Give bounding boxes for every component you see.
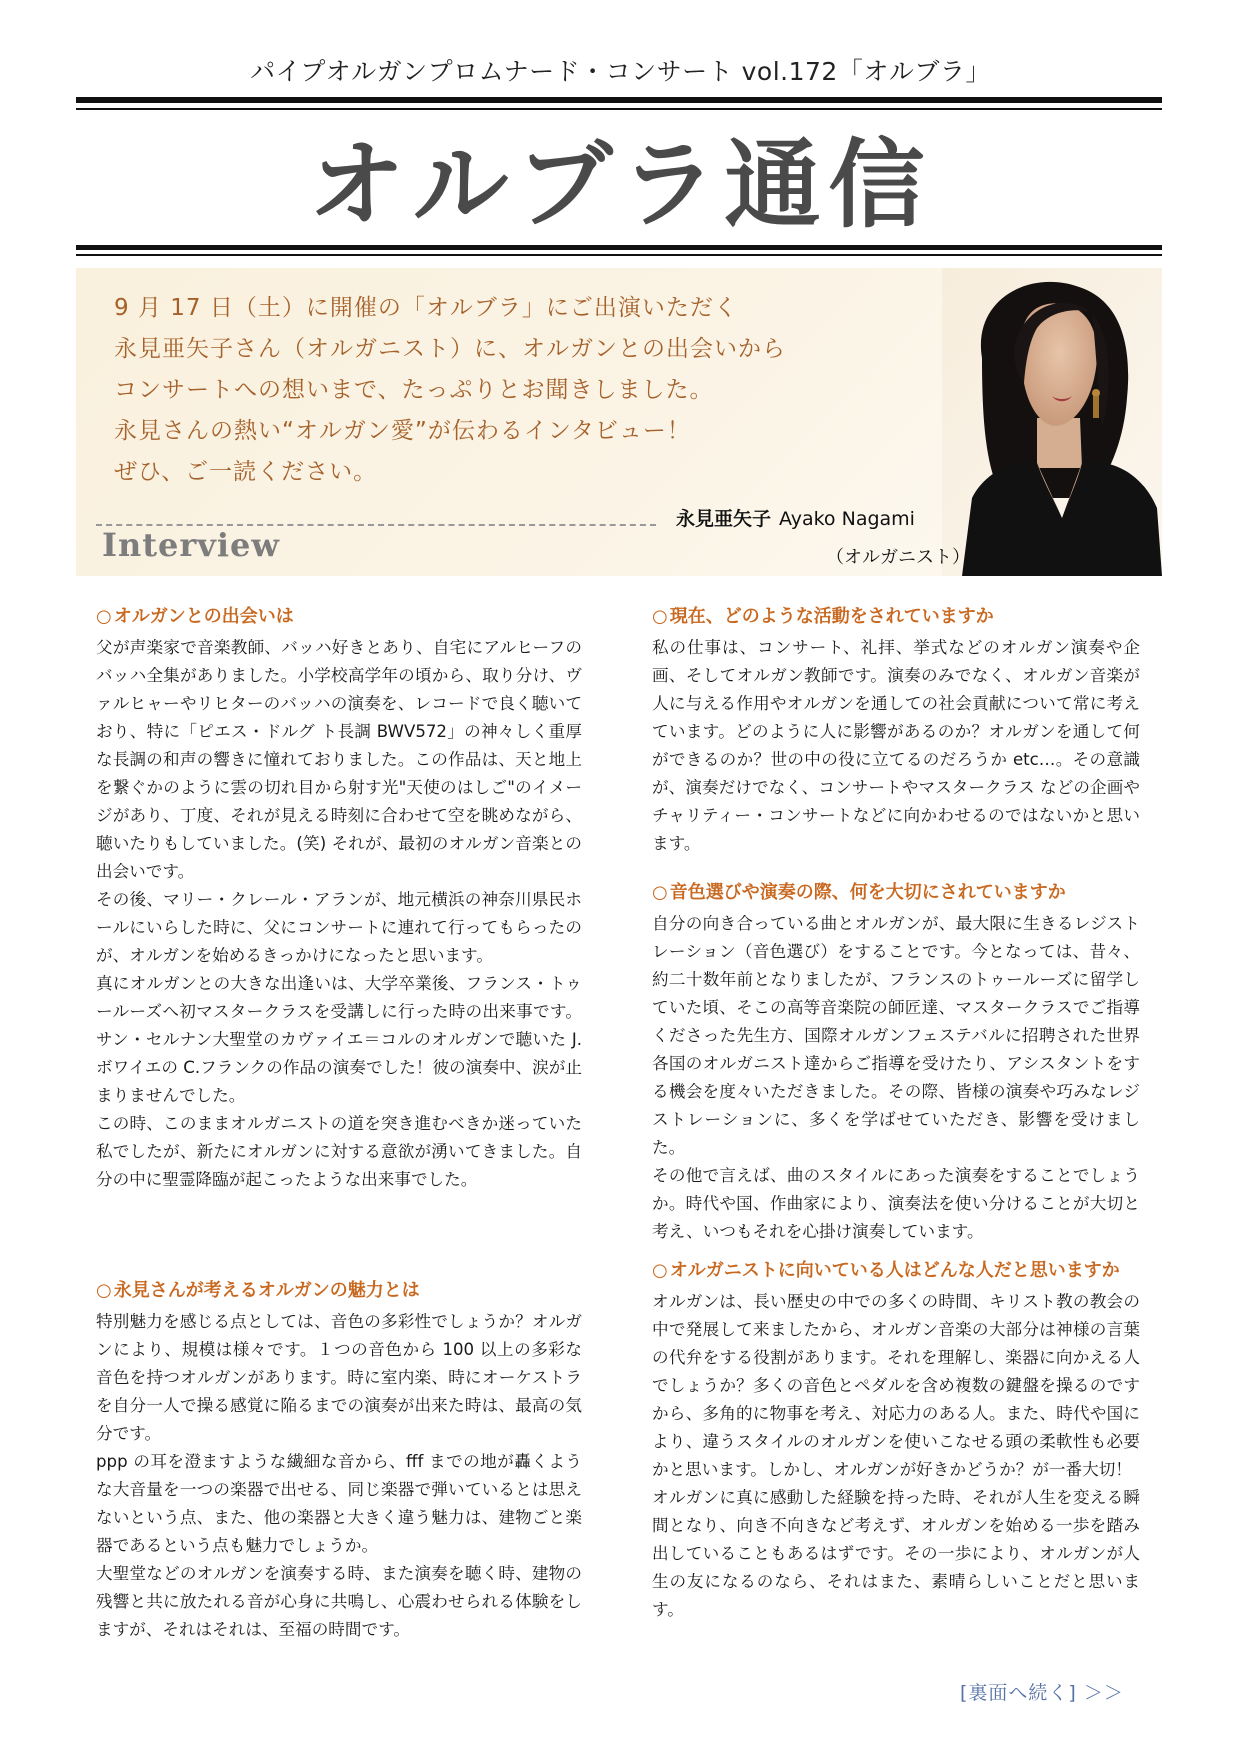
left-column-lower: [96, 1278, 582, 1644]
question-heading: ○ オルガンとの出会いは: [96, 606, 294, 627]
answer-paragraph: その他で言えば、曲のスタイルにあった演奏をすることでしょうか。時代や国、作曲家により、演奏法を使い分けることが大切と考え、いつもそれを心掛け演奏しています。: [652, 1166, 1140, 1241]
answer-paragraph: 大聖堂などのオルガンを演奏する時、また演奏を聴く時、建物の残響と共に放たれる音が心身に共鳴し、心震わせられる体験をしますが、それはそれは、至福の時間です。: [96, 1564, 582, 1639]
interviewee-caption: [676, 504, 976, 569]
lead-line: 永見さんの熱い“オルガン愛”が伝わるインタビュー！: [114, 418, 691, 444]
answer-paragraph: その後、マリー・クレール・アランが、地元横浜の神奈川県民ホールにいらした時に、父にコンサートに連れて行ってもらったのが、オルガンを始めるきっかけになったと思います。: [96, 890, 582, 965]
series-title: パイプオルガンプロムナード・コンサート vol.172「オルブラ」: [250, 57, 991, 86]
answer-paragraph: オルガンに真に感動した経験を持った時、それが人生を変える瞬間となり、向き不向きなど考えず、オルガンを始める一歩を踏み出していることもあるはずです。その一歩により、オルガンが人生の友になるのなら、それはまた、素晴らしいことだと思います。: [652, 1488, 1140, 1619]
question-heading: ○ オルガニストに向いている人はどんな人だと思いますか: [652, 1260, 1120, 1281]
answer-paragraph: 特別魅力を感じる点としては、音色の多彩性でしょうか？オルガンにより、規模は様々です。１つの音色から 100 以上の多彩な音色を持つオルガンがあります。時に室内楽、時にオーケストラを自分一人で操る感覚に陥るまでの演奏が出来た時は、最高の気分です。: [96, 1312, 582, 1443]
mid-rule-thick: [76, 245, 1162, 250]
answer-paragraph: 父が声楽家で音楽教師、バッハ好きとあり、自宅にアルヒーフのバッハ全集がありました。小学校高学年の頃から、取り分け、ヴァルヒャーやリヒターのバッハの演奏を、レコードで良く聴いており、特に「ピエス・ドルグ ト長調 BWV572」の神々しく重厚な長調の和声の響きに憧れておりました。この作品は、天と地上を繋ぐかのように雲の切れ目から射す光"天使のはしご"のイメージがあり、丁度、それが見える時刻に合わせて空を眺めながら、聴いたりもしていました。(笑) それが、最初のオルガン音楽との出会いです。: [96, 638, 582, 881]
answer-paragraph: ppp の耳を澄ますような繊細な音から、fff までの地が轟くような大音量を一つの楽器で出せる、同じ楽器で弾いているとは思えないという点、また、他の楽器と大きく違う魅力は、建物ごと楽器であるという点も魅力でしょうか。: [96, 1452, 582, 1555]
continue-link[interactable]: [裏面へ続く] ＞＞: [960, 1682, 1124, 1704]
top-rule-thick: [76, 97, 1162, 103]
answer-paragraph: オルガンは、長い歴史の中での多くの時間、キリスト教の教会の中で発展して来ましたから、オルガン音楽の大部分は神様の言葉の代弁をする役割があります。それを理解し、楽器に向かえる人でしょうか？多くの音色とペダルを含め複数の鍵盤を操るのですから、多角的に物事を考え、対応力のある人。また、時代や国により、違うスタイルのオルガンを使いこなせる頭の柔軟性も必要かと思います。しかし、オルガンが好きかどうか？が一番大切！: [652, 1292, 1140, 1479]
left-column: [96, 604, 582, 1194]
lead-line: コンサートへの想いまで、たっぷりとお聞きしました。: [114, 377, 714, 403]
interviewee-name-en: Ayako Nagami: [779, 508, 915, 530]
top-rule-thin: [76, 108, 1162, 110]
interviewee-name: 永見亜矢子: [676, 508, 772, 530]
answer-paragraph: 自分の向き合っている曲とオルガンが、最大限に生きるレジストレーション（音色選び）をすることです。今となっては、昔々、約二十数年前となりましたが、フランスのトゥールーズに留学していた頃、そこの高等音楽院の師匠達、マスタークラスでご指導くださった先生方、国際オルガンフェステバルに招聘された世界各国のオルガニスト達からご指導を受けたり、アシスタントをする機会を度々いただきました。その際、皆様の演奏や巧みなレジストレーションに、多くを学ばせていただき、影響を受けました。: [652, 914, 1140, 1157]
masthead-title: オルブラ通信: [308, 129, 933, 241]
question-heading: ○ 音色選びや演奏の際、何を大切にされていますか: [652, 882, 1066, 903]
right-column-mid: [652, 880, 1140, 1246]
hero-banner: [76, 268, 1162, 576]
interview-label: Interview: [102, 526, 280, 564]
answer-paragraph: この時、このままオルガニストの道を突き進むべきか迷っていた私でしたが、新たにオルガンに対する意欲が湧いてきました。自分の中に聖霊降臨が起こったような出来事でした。: [96, 1114, 582, 1189]
question-heading: ○ 永見さんが考えるオルガンの魅力とは: [96, 1280, 420, 1301]
lead-line: 永見亜矢子さん（オルガニスト）に、オルガンとの出会いから: [114, 336, 786, 362]
right-column-lower: [652, 1258, 1140, 1624]
mid-rule-thin: [76, 254, 1162, 256]
lead-line: 9 月 17 日（土）に開催の「オルブラ」にご出演いただく: [114, 295, 738, 321]
question-heading: ○ 現在、どのような活動をされていますか: [652, 606, 994, 627]
right-column: [652, 604, 1140, 858]
answer-paragraph: 私の仕事は、コンサート、礼拝、挙式などのオルガン演奏や企画、そしてオルガン教師です。演奏のみでなく、オルガン音楽が人に与える作用やオルガンを通しての社会貢献について常に考えています。どのように人に影響があるのか？オルガンを通して何ができるのか？世の中の役に立てるのだろうか etc…。その意識が、演奏だけでなく、コンサートやマスタークラス などの企画やチャリティー・コンサートなどに向かわせるのではないかと思います。: [652, 638, 1140, 853]
answer-paragraph: 真にオルガンとの大きな出逢いは、大学卒業後、フランス・トゥールーズへ初マスタークラスを受講しに行った時の出来事です。サン・セルナン大聖堂のカヴァイエ＝コルのオルガンで聴いた J.ボワイエの C.フランクの作品の演奏でした！彼の演奏中、涙が止まりませんでした。: [96, 974, 582, 1105]
lead-text: [114, 288, 794, 493]
lead-line: ぜひ、ご一読ください。: [114, 459, 378, 485]
interviewee-role: （オルガニスト）: [826, 547, 970, 568]
